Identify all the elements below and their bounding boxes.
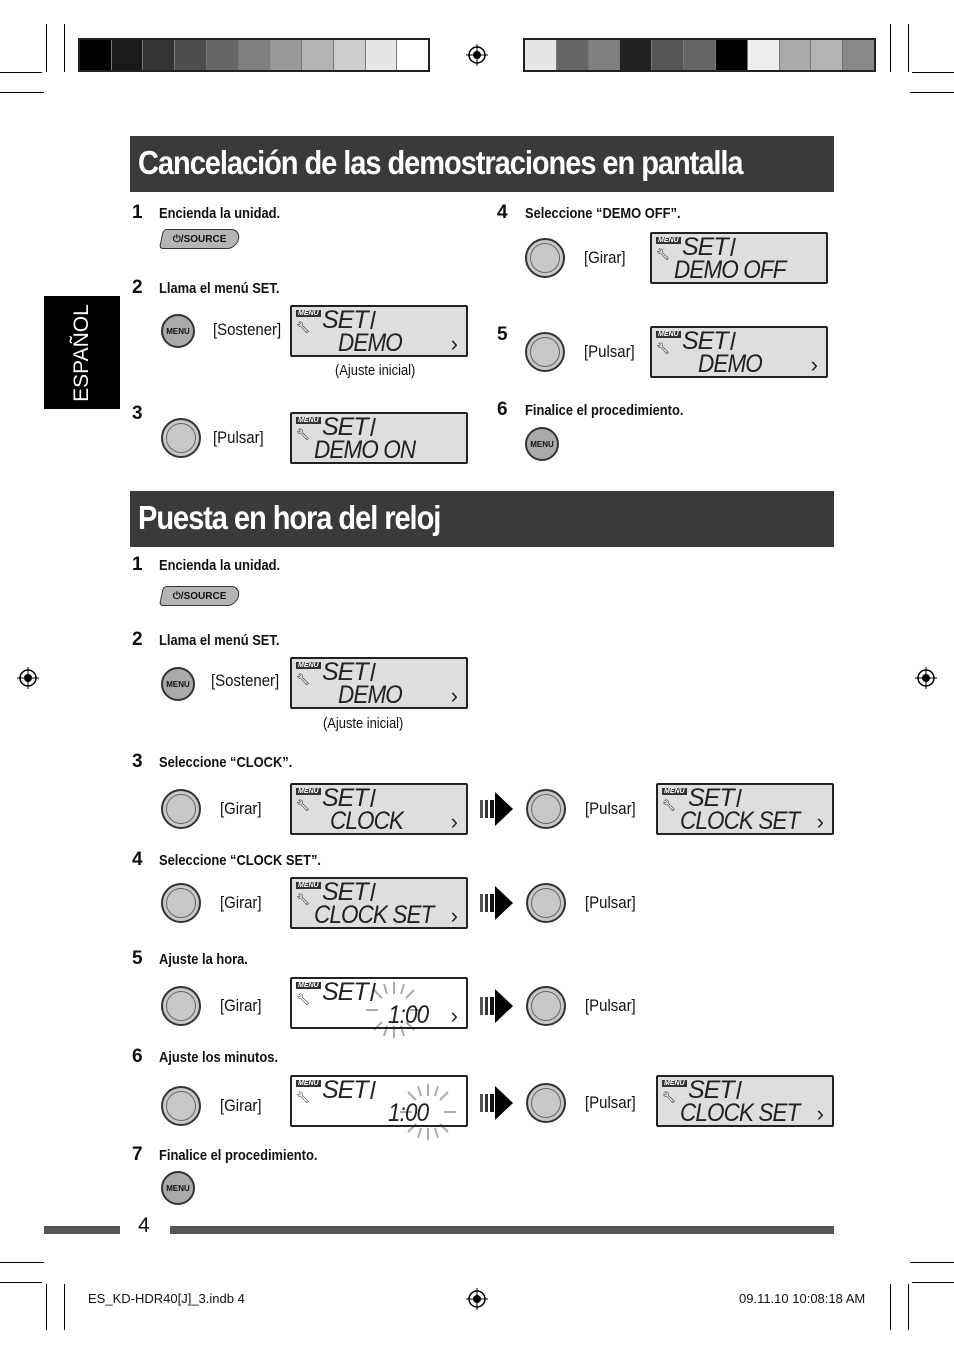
next-arrow-icon [480,987,514,1025]
lcd-line1: SET [688,1076,734,1104]
control-dial[interactable] [161,789,201,829]
action-label: [Pulsar] [213,428,264,447]
step-number: 7 [132,1144,143,1165]
menu-tag: MENU [664,788,685,795]
lcd-divider [370,789,376,807]
lcd-divider [370,663,376,681]
next-arrow-icon [480,1084,514,1122]
lcd-line2: DEMO OFF [674,256,786,284]
step-text: Seleccione “CLOCK SET”. [159,852,322,869]
lcd-line1: SET [322,784,368,812]
section-header-clock [130,491,834,547]
page-number: 4 [138,1214,150,1237]
lcd-display [290,1075,468,1127]
action-label: [Pulsar] [585,799,636,818]
lcd-display [290,877,468,929]
menu-button[interactable] [161,1171,195,1205]
chevron-right-icon: › [450,809,458,834]
wrench-icon: 🔧︎ [296,994,310,1006]
note-text: (Ajuste inicial) [323,715,404,732]
crop-mark [910,1262,954,1263]
note-text: (Ajuste inicial) [335,362,416,379]
chevron-right-icon: › [450,331,458,356]
wrench-icon: 🔧︎ [296,894,310,906]
wrench-icon: 🔧︎ [662,1092,676,1104]
wrench-icon: 🔧︎ [296,322,310,334]
control-dial[interactable] [525,238,565,278]
wrench-icon: 🔧︎ [656,343,670,355]
crop-mark [912,72,954,73]
wrench-icon: 🔧︎ [296,800,310,812]
lcd-divider [370,983,376,1001]
step-text: Seleccione “CLOCK”. [159,754,293,771]
lcd-divider [370,1081,376,1099]
chevron-right-icon: › [450,1003,458,1028]
step-number: 1 [132,554,143,575]
lcd-line2: DEMO [698,350,762,378]
step-number: 2 [132,629,143,650]
power-source-label: ⏻/SOURCE [173,590,227,602]
menu-tag: MENU [298,982,319,989]
lcd-display [650,326,828,378]
crop-mark [908,1284,909,1330]
action-label: [Pulsar] [585,1093,636,1112]
crop-mark [0,92,44,93]
section-title: Puesta en hora del reloj [138,499,441,536]
lcd-line2: CLOCK SET [314,901,434,929]
lcd-divider [370,418,376,436]
lcd-display [290,305,468,357]
menu-button-label: MENU [166,1183,190,1193]
lcd-line2: 1:00 [388,1099,429,1127]
chevron-right-icon: › [450,903,458,928]
step-number: 2 [132,277,143,298]
action-label: [Girar] [220,996,262,1015]
lcd-divider [736,1081,742,1099]
color-bar-right [523,38,876,72]
lcd-line1: SET [322,1076,368,1104]
power-source-label: ⏻/SOURCE [173,233,227,245]
section-title: Cancelación de las demostraciones en pantalla [138,144,743,181]
menu-button[interactable] [161,667,195,701]
control-dial[interactable] [526,986,566,1026]
registration-mark-icon [466,1288,488,1310]
chevron-right-icon: › [816,1101,824,1126]
step-text: Seleccione “DEMO OFF”. [525,205,681,222]
lcd-line2: CLOCK SET [680,1099,800,1127]
crop-mark [0,72,42,73]
lcd-line1: SET [688,784,734,812]
step-number: 3 [132,403,143,424]
registration-mark-icon [915,667,937,689]
wrench-icon: 🔧︎ [656,249,670,261]
language-tab-label: ESPAÑOL [70,303,93,402]
registration-mark-icon [466,44,488,66]
lcd-divider [370,883,376,901]
lcd-line2: DEMO ON [314,436,416,464]
crop-mark [0,1282,42,1283]
action-label: [Girar] [220,1096,262,1115]
control-dial[interactable] [526,883,566,923]
lcd-line1: SET [322,658,368,686]
lcd-line2: CLOCK SET [680,807,800,835]
power-source-button[interactable] [159,586,241,606]
control-dial[interactable] [526,789,566,829]
wrench-icon: 🔧︎ [296,1092,310,1104]
lcd-line1: SET [682,233,728,261]
menu-tag: MENU [298,417,319,424]
section-header-demo [130,136,834,192]
menu-button[interactable] [161,314,195,348]
crop-mark [64,1284,65,1330]
wrench-icon: 🔧︎ [662,800,676,812]
control-dial[interactable] [526,1083,566,1123]
menu-tag: MENU [298,1080,319,1087]
step-number: 3 [132,751,143,772]
menu-tag: MENU [658,331,679,338]
menu-tag: MENU [298,310,319,317]
lcd-line2: 1:00 [388,1001,429,1029]
step-number: 5 [132,948,143,969]
action-label: [Pulsar] [584,342,635,361]
control-dial[interactable] [161,1086,201,1126]
lcd-divider [370,311,376,329]
lcd-display [290,977,468,1029]
crop-mark [908,24,909,72]
step-number: 4 [497,202,508,223]
crop-mark [910,92,954,93]
language-tab [44,296,120,409]
footer-filename: ES_KD-HDR40[J]_3.indb 4 [88,1291,245,1306]
registration-mark-icon [17,667,39,689]
crop-mark [912,1282,954,1283]
lcd-display [650,232,828,284]
lcd-line1: SET [322,978,368,1006]
crop-mark [46,24,47,72]
step-number: 6 [497,399,508,420]
chevron-right-icon: › [816,809,824,834]
next-arrow-icon [480,884,514,922]
lcd-display [290,412,468,464]
menu-button-label: MENU [530,439,554,449]
control-dial[interactable] [161,418,201,458]
action-label: [Sostener] [213,320,282,339]
lcd-display [290,783,468,835]
step-number: 6 [132,1046,143,1067]
menu-tag: MENU [298,662,319,669]
crop-mark [46,1284,47,1330]
menu-button[interactable] [525,427,559,461]
wrench-icon: 🔧︎ [296,674,310,686]
crop-mark [890,1284,891,1330]
lcd-line1: SET [322,306,368,334]
lcd-line1: SET [322,878,368,906]
lcd-line1: SET [322,413,368,441]
crop-mark [64,24,65,72]
lcd-divider [736,789,742,807]
action-label: [Girar] [220,893,262,912]
step-number: 1 [132,202,143,223]
wrench-icon: 🔧︎ [296,429,310,441]
lcd-line1: SET [682,327,728,355]
footer-timestamp: 09.11.10 10:08:18 AM [739,1291,866,1306]
color-bar-left [78,38,430,72]
menu-tag: MENU [658,237,679,244]
lcd-line2: DEMO [338,329,402,357]
step-text: Llama el menú SET. [159,632,280,649]
control-dial[interactable] [525,332,565,372]
crop-mark [0,1262,44,1263]
chevron-right-icon: › [450,683,458,708]
next-arrow-icon [480,790,514,828]
step-text: Finalice el procedimiento. [525,402,684,419]
action-label: [Pulsar] [585,996,636,1015]
action-label: [Girar] [220,799,262,818]
menu-tag: MENU [664,1080,685,1087]
action-label: [Pulsar] [585,893,636,912]
footer-bar-left [44,1226,120,1234]
menu-tag: MENU [298,788,319,795]
step-number: 5 [497,324,508,345]
step-text: Encienda la unidad. [159,557,281,574]
lcd-line2: DEMO [338,681,402,709]
power-source-button[interactable] [159,229,241,249]
step-text: Finalice el procedimiento. [159,1147,318,1164]
lcd-divider [730,238,736,256]
chevron-right-icon: › [810,352,818,377]
step-text: Encienda la unidad. [159,205,281,222]
action-label: [Sostener] [211,671,280,690]
control-dial[interactable] [161,883,201,923]
step-number: 4 [132,849,143,870]
step-text: Ajuste la hora. [159,951,248,968]
footer-bar-right [170,1226,834,1234]
control-dial[interactable] [161,986,201,1026]
crop-mark [890,24,891,72]
menu-tag: MENU [298,882,319,889]
menu-button-label: MENU [166,326,190,336]
lcd-display [656,783,834,835]
lcd-display [290,657,468,709]
step-text: Llama el menú SET. [159,280,280,297]
lcd-line2: CLOCK [330,807,404,835]
menu-button-label: MENU [166,679,190,689]
action-label: [Girar] [584,248,626,267]
lcd-display [656,1075,834,1127]
lcd-divider [730,332,736,350]
step-text: Ajuste los minutos. [159,1049,278,1066]
